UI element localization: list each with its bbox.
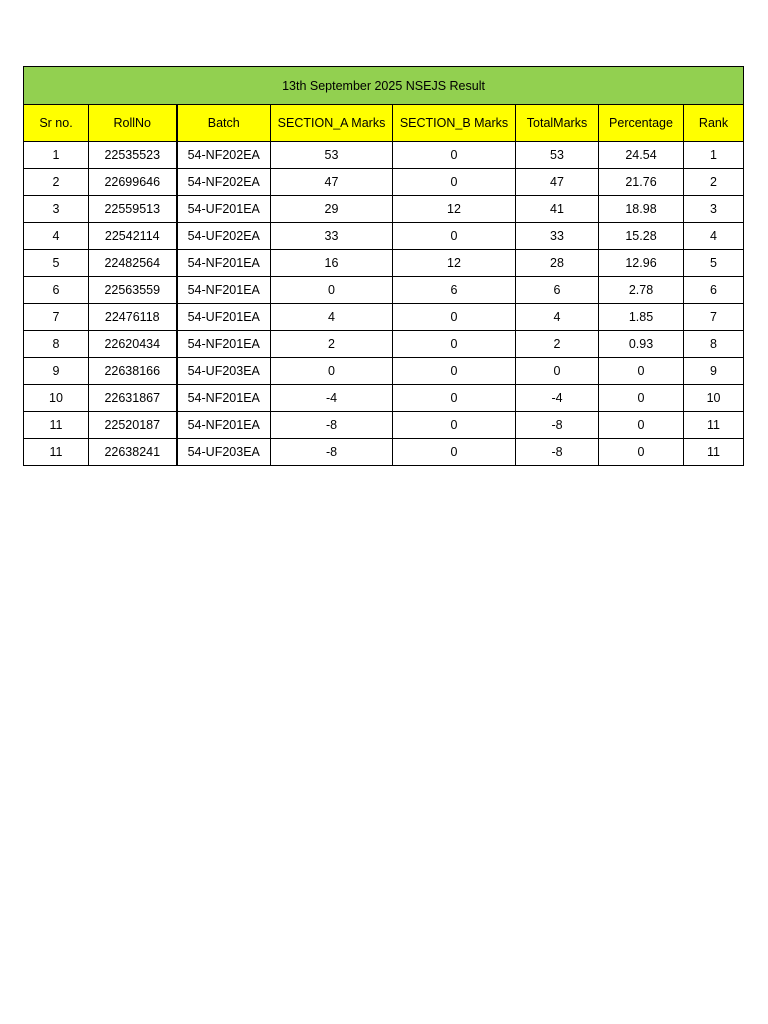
table-title: 13th September 2025 NSEJS Result — [24, 67, 744, 105]
cell-sr-no: 9 — [24, 358, 89, 385]
cell-section-b-marks: 12 — [393, 250, 516, 277]
cell-batch: 54-NF202EA — [177, 169, 271, 196]
cell-sr-no: 11 — [24, 439, 89, 466]
cell-rank: 4 — [684, 223, 744, 250]
table-row — [24, 358, 744, 385]
cell-percentage: 24.54 — [599, 142, 684, 169]
cell-section-a-marks: -8 — [271, 439, 393, 466]
cell-batch: 54-UF202EA — [177, 223, 271, 250]
cell-rank: 5 — [684, 250, 744, 277]
table-row — [24, 331, 744, 358]
header-batch: Batch — [177, 105, 271, 142]
cell-batch: 54-UF201EA — [177, 304, 271, 331]
cell-batch: 54-NF201EA — [177, 331, 271, 358]
cell-section-a-marks: 4 — [271, 304, 393, 331]
title-row — [24, 67, 744, 105]
cell-section-a-marks: 53 — [271, 142, 393, 169]
cell-rank: 3 — [684, 196, 744, 223]
cell-percentage: 15.28 — [599, 223, 684, 250]
cell-rank: 10 — [684, 385, 744, 412]
cell-section-b-marks: 0 — [393, 412, 516, 439]
cell-roll-no: 22535523 — [89, 142, 177, 169]
cell-rank: 6 — [684, 277, 744, 304]
cell-section-a-marks: 16 — [271, 250, 393, 277]
table-row — [24, 223, 744, 250]
cell-roll-no: 22476118 — [89, 304, 177, 331]
cell-roll-no: 22563559 — [89, 277, 177, 304]
cell-roll-no: 22638166 — [89, 358, 177, 385]
cell-sr-no: 10 — [24, 385, 89, 412]
cell-section-b-marks: 0 — [393, 439, 516, 466]
cell-total-marks: 28 — [516, 250, 599, 277]
cell-percentage: 0.93 — [599, 331, 684, 358]
cell-total-marks: 0 — [516, 358, 599, 385]
cell-batch: 54-UF201EA — [177, 196, 271, 223]
cell-sr-no: 7 — [24, 304, 89, 331]
table-row — [24, 142, 744, 169]
header-sr-no: Sr no. — [24, 105, 89, 142]
cell-section-b-marks: 12 — [393, 196, 516, 223]
cell-percentage: 2.78 — [599, 277, 684, 304]
table-row — [24, 304, 744, 331]
header-total-marks: TotalMarks — [516, 105, 599, 142]
cell-batch: 54-UF203EA — [177, 358, 271, 385]
cell-roll-no: 22631867 — [89, 385, 177, 412]
results-sheet — [23, 66, 743, 466]
cell-sr-no: 6 — [24, 277, 89, 304]
cell-rank: 1 — [684, 142, 744, 169]
cell-percentage: 0 — [599, 358, 684, 385]
table-row — [24, 277, 744, 304]
cell-total-marks: 41 — [516, 196, 599, 223]
cell-rank: 2 — [684, 169, 744, 196]
header-rank: Rank — [684, 105, 744, 142]
header-section-a-marks: SECTION_A Marks — [271, 105, 393, 142]
cell-total-marks: 53 — [516, 142, 599, 169]
cell-batch: 54-UF203EA — [177, 439, 271, 466]
cell-section-a-marks: 33 — [271, 223, 393, 250]
cell-roll-no: 22699646 — [89, 169, 177, 196]
cell-percentage: 0 — [599, 385, 684, 412]
cell-percentage: 0 — [599, 439, 684, 466]
cell-section-a-marks: 47 — [271, 169, 393, 196]
results-table — [23, 66, 744, 466]
cell-section-b-marks: 0 — [393, 142, 516, 169]
cell-total-marks: 2 — [516, 331, 599, 358]
cell-batch: 54-NF201EA — [177, 277, 271, 304]
cell-section-a-marks: 29 — [271, 196, 393, 223]
header-row — [24, 105, 744, 142]
cell-sr-no: 4 — [24, 223, 89, 250]
cell-section-b-marks: 0 — [393, 169, 516, 196]
cell-batch: 54-NF201EA — [177, 250, 271, 277]
cell-sr-no: 11 — [24, 412, 89, 439]
header-section-b-marks: SECTION_B Marks — [393, 105, 516, 142]
table-row — [24, 250, 744, 277]
table-row — [24, 412, 744, 439]
cell-sr-no: 8 — [24, 331, 89, 358]
cell-total-marks: -8 — [516, 439, 599, 466]
cell-percentage: 18.98 — [599, 196, 684, 223]
cell-section-b-marks: 0 — [393, 304, 516, 331]
cell-rank: 11 — [684, 412, 744, 439]
cell-percentage: 1.85 — [599, 304, 684, 331]
table-row — [24, 439, 744, 466]
header-roll-no: RollNo — [89, 105, 177, 142]
cell-roll-no: 22482564 — [89, 250, 177, 277]
table-row — [24, 169, 744, 196]
table-row — [24, 385, 744, 412]
cell-total-marks: 6 — [516, 277, 599, 304]
cell-sr-no: 2 — [24, 169, 89, 196]
cell-total-marks: 33 — [516, 223, 599, 250]
cell-roll-no: 22542114 — [89, 223, 177, 250]
cell-sr-no: 5 — [24, 250, 89, 277]
cell-batch: 54-NF201EA — [177, 385, 271, 412]
cell-roll-no: 22638241 — [89, 439, 177, 466]
cell-section-b-marks: 0 — [393, 385, 516, 412]
cell-rank: 7 — [684, 304, 744, 331]
header-percentage: Percentage — [599, 105, 684, 142]
cell-total-marks: -4 — [516, 385, 599, 412]
cell-section-b-marks: 0 — [393, 223, 516, 250]
cell-batch: 54-NF202EA — [177, 142, 271, 169]
cell-sr-no: 3 — [24, 196, 89, 223]
table-row — [24, 196, 744, 223]
cell-section-a-marks: 0 — [271, 277, 393, 304]
cell-section-b-marks: 0 — [393, 358, 516, 385]
cell-section-a-marks: 2 — [271, 331, 393, 358]
cell-total-marks: 4 — [516, 304, 599, 331]
cell-section-a-marks: -4 — [271, 385, 393, 412]
cell-percentage: 0 — [599, 412, 684, 439]
cell-section-b-marks: 6 — [393, 277, 516, 304]
cell-total-marks: 47 — [516, 169, 599, 196]
cell-total-marks: -8 — [516, 412, 599, 439]
cell-section-a-marks: 0 — [271, 358, 393, 385]
cell-batch: 54-NF201EA — [177, 412, 271, 439]
cell-section-a-marks: -8 — [271, 412, 393, 439]
cell-rank: 11 — [684, 439, 744, 466]
cell-section-b-marks: 0 — [393, 331, 516, 358]
cell-roll-no: 22520187 — [89, 412, 177, 439]
cell-percentage: 12.96 — [599, 250, 684, 277]
cell-sr-no: 1 — [24, 142, 89, 169]
cell-rank: 9 — [684, 358, 744, 385]
cell-roll-no: 22559513 — [89, 196, 177, 223]
cell-rank: 8 — [684, 331, 744, 358]
cell-percentage: 21.76 — [599, 169, 684, 196]
cell-roll-no: 22620434 — [89, 331, 177, 358]
